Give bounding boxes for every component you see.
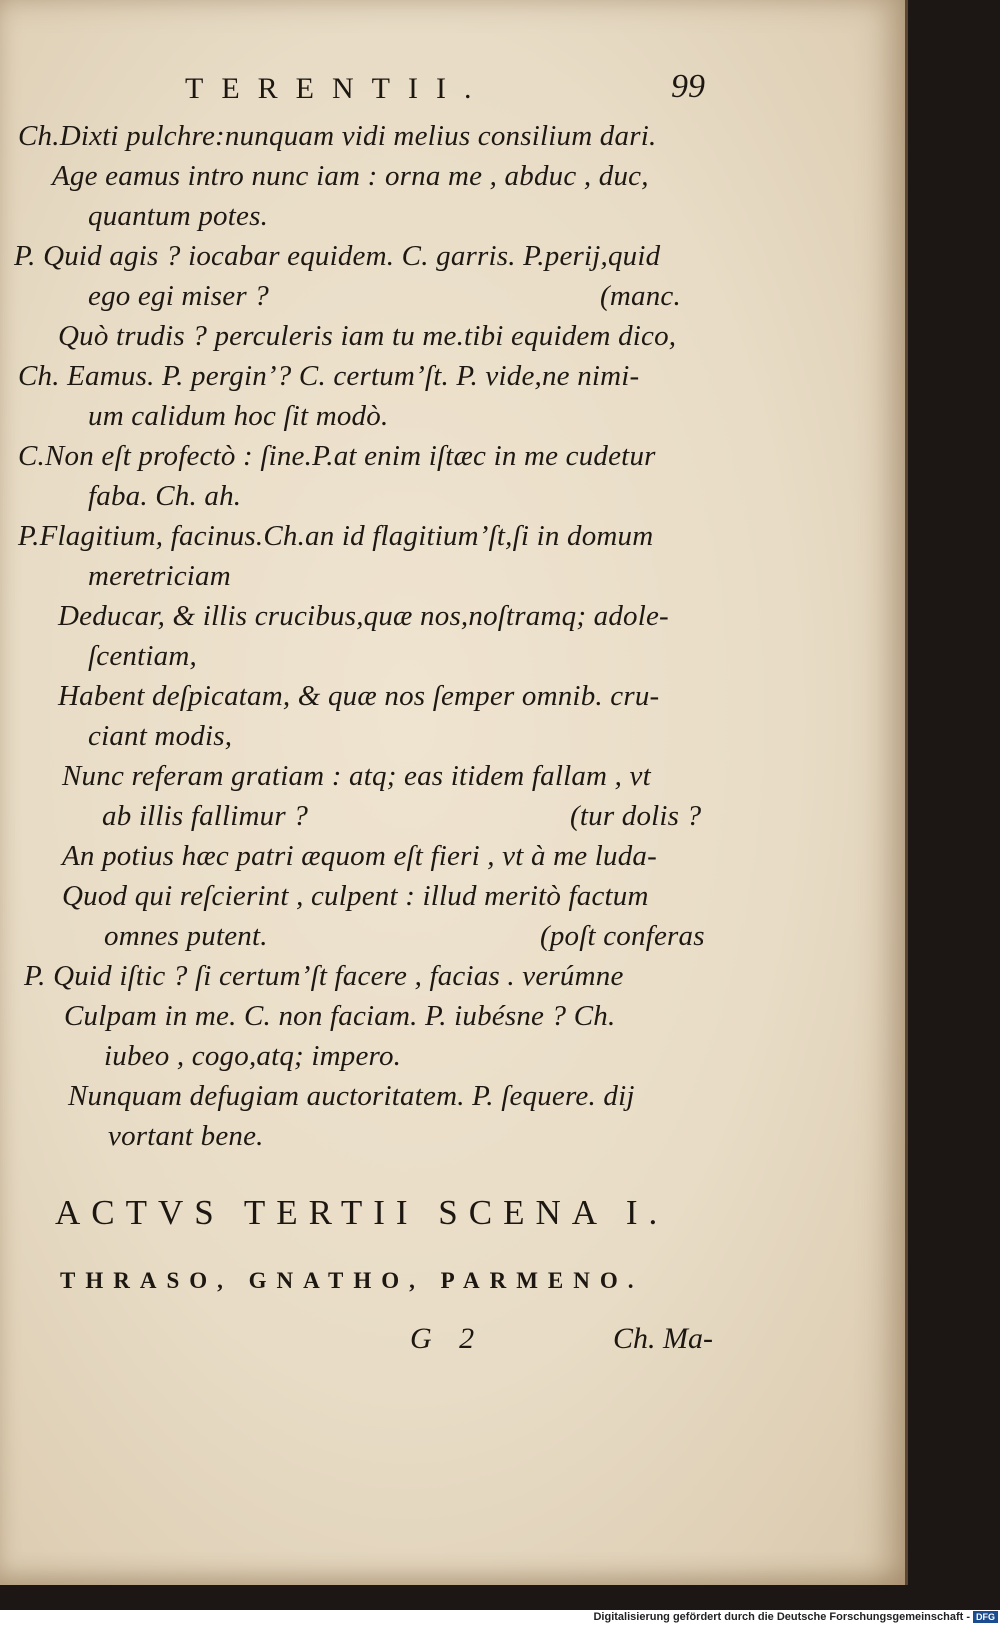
text-line: Quod qui reſcierint , culpent : illud meritò factum [62, 880, 649, 912]
text-line: iubeo , cogo,atq; impero. [104, 1040, 402, 1072]
text-line: Nunc referam gratiam : atq; eas itidem fallam , vt [62, 760, 651, 792]
running-title: TERENTII. [185, 72, 490, 105]
text-line: C.Non eſt profectò : ſine.P.at enim iſtæc in me cudetur [18, 440, 656, 472]
act-scene-heading: ACTVS TERTII SCENA I. [55, 1193, 669, 1232]
digitization-credit: Digitalisierung gefördert durch die Deutsche Forschungsgemeinschaft - [593, 1611, 970, 1623]
text-line: um calidum hoc ſit modò. [88, 400, 389, 432]
text-line: Habent deſpicatam, & quæ nos ſemper omnib. cru- [58, 680, 660, 712]
text-line: omnes putent. [104, 920, 268, 952]
text-line: Culpam in me. C. non faciam. P. iubésne ? Ch. [64, 1000, 616, 1032]
text-line: (manc. [600, 280, 681, 312]
catchword: Ch. Ma- [613, 1322, 713, 1355]
text-line: faba. Ch. ah. [88, 480, 242, 512]
text-line: (tur dolis ? [570, 800, 702, 832]
text-line: vortant bene. [108, 1120, 264, 1152]
text-line: (poſt conferas [540, 920, 705, 952]
text-line: Quò trudis ? perculeris iam tu me.tibi equidem dico, [58, 320, 677, 352]
page-number: 99 [671, 68, 705, 105]
text-line: Deducar, & illis crucibus,quæ nos,noſtramq; adole- [58, 600, 669, 632]
text-line: ab illis fallimur ? [102, 800, 309, 832]
text-line: ciant modis, [88, 720, 233, 752]
text-line: Ch.Dixti pulchre:nunquam vidi melius consilium dari. [18, 120, 657, 152]
text-line: ſcentiam, [88, 640, 197, 672]
text-line: meretriciam [88, 560, 231, 592]
text-line: quantum potes. [88, 200, 269, 232]
dfg-logo: DFG [973, 1611, 998, 1623]
text-line: Ch. Eamus. P. pergin’? C. certum’ſt. P. vide,ne nimi- [18, 360, 640, 392]
signature-mark: G 2 [410, 1322, 485, 1355]
text-line: P.Flagitium, facinus.Ch.an id flagitium’ſt,ſi in domum [18, 520, 654, 552]
text-line: Nunquam defugiam auctoritatem. P. ſequere. dij [68, 1080, 635, 1112]
text-line: Age eamus intro nunc iam : orna me , abduc , duc, [52, 160, 649, 192]
text-line: An potius hæc patri æquom eſt fieri , vt à me luda- [62, 840, 657, 872]
text-line: ego egi miser ? [88, 280, 269, 312]
text-line: P. Quid agis ? iocabar equidem. C. garris. P.perij,quid [14, 240, 661, 272]
page-header [185, 68, 705, 112]
character-list: THRASO, GNATHO, PARMENO. [60, 1268, 644, 1293]
text-line: P. Quid iſtic ? ſi certum’ſt facere , facias . verúmne [24, 960, 624, 992]
